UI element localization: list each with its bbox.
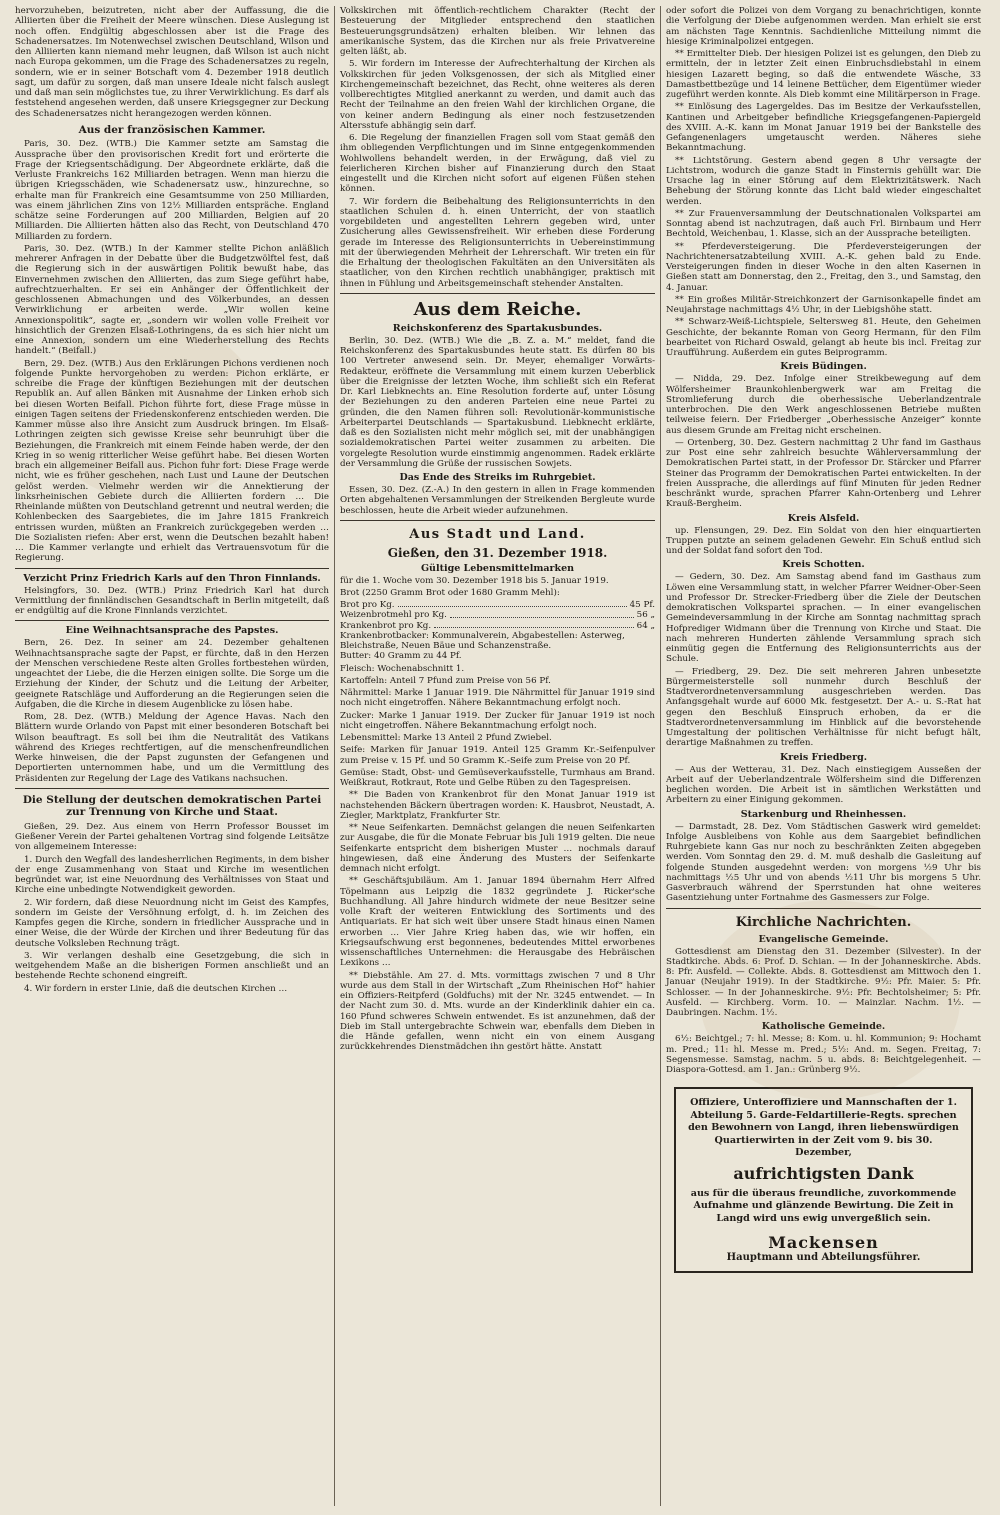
article-paragraph: Berlin, 30. Dez. (WTB.) Wie die „B. Z. a. M.“ meldet, fand die Reichskonferenz des Spartakusbundes heute statt. Es dürfen 80 bis 100 Vertreter anwesend sein. Dr. Meyer, ehemaliger Vorwärts-Redakteur, eröffnete die Versammlung mit einem kurzen Ueberblick über die Ereignisse der letzten Woche, ihm schließt sich ein Referat Dr. Karl Liebknechts an. Eine Resolution forderte auf, unter Lösung der Beziehungen zu den anderen Parteien eine neue Partei zu gründen, die den Namen führen soll: Revolutionär-kommunistische Arbeiterpartei Deutschlands — Spartakusbund. Liebknecht erklärte, daß es den Sozialisten nicht mehr möglich sei, mit der unabhängigen sozialdemokratischen Partei weiter zusammen zu arbeiten. Die vorgelegte Resolution wurde einstimmig angenommen. Radek erklärte der Versammlung die Grüße der russischen Sowjets. xyxy=(340,335,655,469)
article-paragraph: 6½: Beichtgel.; 7: hl. Messe; 8: Kom. u. hl. Kommunion; 9: Hochamt m. Pred.; 11: hl. Messe m. Pred.; 5½: And. m. Segen. Freitag, 7: Segensmesse. Samstag, nachm. 5 u. abds. 8: Beichtgelegenheit. — Diaspora-Gottesd. am 1. Jan.: Grünberg 9½. xyxy=(666,1034,981,1075)
leader-dots xyxy=(398,600,627,607)
article-paragraph: — Ortenberg, 30. Dez. Gestern nachmittag 2 Uhr fand im Gasthaus zur Post eine sehr zahlreich besuchte Wählerversammlung der Demokratischen Partei statt, in der Professor Dr. Stärcker und Pfarrer Steiner das Programm der Demokratischen Partei entwickelten. In der freien Aussprache, die allerdings auf fünf Minuten für jeden Redner beschränkt wurde, sprachen Pfarrer Kahn-Ortenberg und Lehrer Krauß-Bergheim. xyxy=(666,437,981,510)
leader-dots xyxy=(450,610,634,617)
divider xyxy=(15,568,329,569)
headline-french-chamber: Aus der französischen Kammer. xyxy=(78,123,266,136)
ad-signature-title: Hauptmann und Abteilungsführer. xyxy=(726,1252,921,1264)
article-paragraph: ** Lichtstörung. Gestern abend gegen 8 Uhr versagte der Lichtstrom, wodurch die ganze Stadt in Finsternis gehüllt war. Die Ursache lag in einer Störung auf dem Elektrizitätswerk. Nach Behebung der Störung konnte das Licht bald wieder eingeschaltet werden. xyxy=(666,155,981,207)
headline-democratic-party: Die Stellung der deutschen demokratischen Partei zur Trennung von Kirche und Staat. xyxy=(22,793,322,819)
price-row xyxy=(340,621,655,631)
ration-item: Kartoffeln: Anteil 7 Pfund zum Preise von 56 Pf. xyxy=(340,675,551,686)
section-title-reich: Aus dem Reiche. xyxy=(413,298,582,320)
article-continuation: hervorzuheben, beizutreten, nicht aber der Auffassung, die die Alliierten über die Freiheit der Meere wünschen. Diese Auslegung ist noch offen. Endgültig abgeschlossen aber ist die Frage des Schadenersatzes. Im Notenwechsel zwischen Deutschland, Wilson und den Alliierten kann niemand mehr leugnen, daß Wilson ist auch nicht nach Europa gekommen, um die Frage des Schadenersatzes zu regeln, sondern, wie er in seiner Botschaft vom 4. Dezember 1918 deutlich sagt, um dafür zu sorgen, daß man unsere Ideale nicht falsch auslegt und daß man sein möglichstes tue, zu ihrer Verwirklichung. Es darf als feststehend angesehen werden, daß unsere Kriegsgegner zur Deckung des Schadenersatzes nicht herangezogen werden können. xyxy=(15,6,329,119)
price-item: Weizenbrotmehl pro Kg. xyxy=(340,610,447,621)
column-1 xyxy=(10,6,335,1506)
price-value: 56 „ xyxy=(636,610,655,621)
article-paragraph: ** Die Baden von Krankenbrot für den Monat Januar 1919 ist nachstehenden Bäckern übertragen worden: K. Hausbrot, Neustadt, A. Ziegler, Marktplatz, Frankfurter Str. xyxy=(340,790,655,821)
headline-pope: Eine Weihnachtsansprache des Papstes. xyxy=(65,625,279,637)
article-paragraph: ** Schwarz-Weiß-Lichtspiele, Seltersweg 81. Heute, den Geheimen Geschichte, der bekannte Roman von Georg Hermann, für den Film bearbeitet von Richard Oswald, gelangt ab heute bis incl. Freitag zur Uraufführung. Außerdem ein gutes Beiprogramm. xyxy=(666,317,981,358)
article-continuation: Volkskirchen mit öffentlich-rechtlichem Charakter (Recht der Besteuerung der Mitglieder entsprechend den staatlichen Besteuerungsgrundsätzen) erhalten bleiben. Wir lehnen das amerikanische System, das die Kirchen nur als freie Privatvereine gelten läßt, ab. xyxy=(340,6,655,57)
article-paragraph: Bern, 26. Dez. In seiner am 24. Dezember gehaltenen Weihnachtsansprache sagte der Papst, er fürchte, daß in den Herzen der Menschen verschiedene Reste alten Grolles fortbestehen würden, ungeachtet der Liebe, die die Herzen einigen sollte. Die Sorge um die Erziehung der Kinder, der Schutz und die Leitung der Arbeiter, geeignete Ratschläge und Aufforderung an die Regierungen seien die Aufgaben, die die Kirche in diesem Augenblicke zu lösen habe. xyxy=(15,638,329,710)
column-layout xyxy=(10,6,986,1506)
price-item: Krankenbrot pro Kg. xyxy=(340,620,432,631)
article-paragraph: Paris, 30. Dez. (WTB.) Die Kammer setzte am Samstag die Aussprache über den provisorischen Kredit fort und erörterte die Frage der Kriegsentschädigung. Der Abgeordnete erklärte, daß die Verluste Frankreichs 162 Milliarden betragen. Wenn man hierzu die übrigen Kriegsschäden, wie Schadenersatz usw., hinzurechne, so erhalte man für Frankreich eine Gesamtsumme von 250 Milliarden, was einem jährlichen Zins von 12½ Milliarden entspräche. England schätze seine Forderungen auf 200 Milliarden, Belgien auf 20 Milliarden. Die Alliierten hätten also das Recht, von Deutschland 470 Milliarden zu fordern. xyxy=(15,139,329,242)
article-paragraph: — Aus der Wetterau, 31. Dez. Nach einstiegigem Ausseßen der Arbeit auf der Ueberlandzentrale Wölfersheim sind die Differenzen beglichen worden. Die Arbeit ist in sämtlichen Werkstätten und Arbeitern zu einer Einigung gekommen. xyxy=(666,764,981,806)
column-3 xyxy=(661,6,986,1506)
section-title-city: Aus Stadt und Land. xyxy=(409,526,586,542)
article-paragraph: ** Neue Seifenkarten. Demnächst gelangen die neuen Seifenkarten zur Ausgabe, die für die Monate Februar bis Juli 1919 gelten. Die neue Seifenkarte entspricht dem bisherigen Muster … nochmals darauf hingewiesen, daß eine Änderung des Musters der Seifenkarte demnach nicht erfolgt. xyxy=(340,823,655,875)
article-paragraph: 1. Durch den Wegfall des landesherrlichen Regiments, in dem bisher der enge Zusammenhang von Staat und Kirche im wesentlichen begründet war, ist eine Neuordnung des Verhältnisses von Staat und Kirche eine unbedingte Notwendigkeit geworden. xyxy=(15,854,329,896)
divider xyxy=(340,520,655,521)
leader-dots xyxy=(434,621,634,628)
ration-item: Gemüse: Stadt, Obst- und Gemüseverkaufsstelle, Turmhaus am Brand. Weißkraut, Rotkraut, Rote und Gelbe Rüben zu den Tagespreisen. xyxy=(340,767,655,789)
divider xyxy=(666,908,981,909)
dateline: Gießen, den 31. Dezember 1918. xyxy=(387,545,608,560)
price-row xyxy=(340,600,655,610)
price-value: 45 Pf. xyxy=(629,600,655,611)
price-row xyxy=(340,610,655,620)
divider xyxy=(15,788,329,789)
headline-kreis-buedingen: Kreis Büdingen. xyxy=(780,361,867,373)
ration-item: Zucker: Marke 1 Januar 1919. Der Zucker für Januar 1919 ist noch nicht eingetroffen. Nähere Bekanntmachung erfolgt noch. xyxy=(340,710,655,731)
article-paragraph: — Gedern, 30. Dez. Am Samstag abend fand im Gasthaus zum Löwen eine Versammlung statt, in welcher Pfarrer Weidner-Ober-Seen und Professor Dr. Strecker-Friedberg über die Ziele der Deutschen demokratischen Volkspartei sprachen. — In einer evangelischen Gemeindeversammlung in der Kirche am Sonntag nachmittag sprach Hofprediger Widmann über die Trennung von Kirche und Staat. Die nach mehreren Hunderten zählende Versammlung sprach sich einmütig gegen die Entfernung des Religionsunterrichts aus der Schule. xyxy=(666,572,981,665)
ration-item: Lebensmittel: Marke 13 Anteil 2 Pfund Zwiebel. xyxy=(340,733,552,744)
ration-list xyxy=(340,651,655,788)
article-paragraph: Gottesdienst am Dienstag den 31. Dezember (Silvester). In der Stadtkirche. Abds. 6: Prof. D. Schian. — In der Johanneskirche. Abds. 8: Pfr. Ausfeld. — Collekte. Abds. 8. Gottesdienst am Mittwoch den 1. Januar (Neujahr 1919). In der Stadtkirche. 9½: Pfr. Maier. 5: Pfr. Schlosser. — In der Johanneskirche. 9½: Pfr. Bechtolsheimer; 5: Pfr. Ausfeld. — Kirchberg. Vorm. 10. — Mainzlar. Nachm. 1½. — Daubringen. Nachm. 1½. xyxy=(666,946,981,1018)
headline-finland: Verzicht Prinz Friedrich Karls auf den Thron Finnlands. xyxy=(23,572,321,584)
article-paragraph: Rom, 28. Dez. (WTB.) Meldung der Agence Havas. Nach den Blättern wurde Orlando von Papst mit einer besonderen Botschaft bei Wilson beauftragt. Es soll bei ihm die Neutralität des Vatikans während des Krieges rechtfertigen, auf die menschenfreundlichen Werke hinweisen, die der Papst zugunsten der Gefangenen und Deportierten unternommen habe, und um die Vermittlung des Präsidenten zur Regelung der Lage des Vatikans nachsuchen. xyxy=(15,712,329,784)
headline-evangelical: Evangelische Gemeinde. xyxy=(758,933,889,945)
ration-item: Nährmittel: Marke 1 Januar 1919. Die Nährmittel für Januar 1919 sind noch nicht eingetroffen. Nähere Bekanntmachung erfolgt noch. xyxy=(340,688,655,709)
price-row xyxy=(340,631,655,651)
headline-kreis-schotten: Kreis Schotten. xyxy=(782,559,865,571)
article-paragraph: — Friedberg, 29. Dez. Die seit mehreren Jahren unbesetzte Bürgermeisterstelle soll nunmehr durch Beschluß der Stadtverordnetenversammlung ausgeschrieben werden. Das Anfangsgehalt wurde auf 6000 Mk. festgesetzt. Der A.- u. S.-Rat hat gegen den Beschluß Einspruch erhoben, da er die Stadtverordnetenversammlung im Hinblick auf die bevorstehende Umgestaltung der politischen Verhältnisse für nicht befugt hält, derartige Maßnahmen zu treffen. xyxy=(666,666,981,749)
article-paragraph: ** Geschäftsjubiläum. Am 1. Januar 1894 übernahm Herr Alfred Töpelmann aus Leipzig die 1832 gegründete J. Ricker'sche Buchhandlung. All Jahre hindurch widmete der neue Besitzer seine volle Kraft der weiteren Entwicklung des Sortiments und des Antiquariats. Er hat sich weit über unsere Stadt hinaus einen Namen erworben … Vier Jahre Krieg haben das, wie wir hoffen, ein Kriegsaufschwung erst begonnenes, bedeutendes Mittel erworbenes wissenschaftliches Unternehmen: die Herausgabe des Hebräischen Lexikons … xyxy=(340,876,655,969)
article-paragraph: 4. Wir fordern in erster Linie, daß die deutschen Kirchen … xyxy=(24,983,288,994)
headline-catholic: Katholische Gemeinde. xyxy=(761,1021,886,1033)
ration-item: Fleisch: Wochenabschnitt 1. xyxy=(340,663,465,674)
ration-bread: Brot (2250 Gramm Brot oder 1680 Gramm Mehl): xyxy=(340,588,560,598)
column-2 xyxy=(335,6,661,1506)
headline-spartakus: Reichskonferenz des Spartakusbundes. xyxy=(392,322,603,334)
article-paragraph: up. Flensungen, 29. Dez. Ein Soldat von den hier einquartierten Truppen putzte an seinem geladenen Gewehr. Ein Schuß entlud sich und der Soldat fand sofort den Tod. xyxy=(666,525,981,556)
divider xyxy=(340,293,655,294)
article-paragraph: 7. Wir fordern die Beibehaltung des Religionsunterrichts in den staatlichen Schulen d. h. einen Unterricht, der von staatlich vorgebildeten und angestellten Lehrern gegeben wird, unter Zusicherung alles Gewissensfreiheit. Wir erheben diese Forderung gerade im Interesse des Religionsunterrichts in Uebereinstimmung mit der überwiegenden Mehrheit der Lehrerschaft. Wir treten ein für die Erhaltung der theologischen Fakultäten an den Universitäten als staatlicher, von den Kirchen rechtlich unabhängiger, praktisch mit ihnen in Fühlung und Arbeitsgemeinschaft stehender Anstalten. xyxy=(340,196,655,289)
article-paragraph: ** Ein großes Militär-Streichkonzert der Garnisonkapelle findet am Neujahrstage nachmittags 4½ Uhr, in der Liebigshöhe statt. xyxy=(666,294,981,315)
price-item: Krankenbrotbacker: Kommunalverein, Abgabestellen: Asterweg, Bleichstraße, Neuen Bäue und Schanzenstraße. xyxy=(340,630,625,652)
article-paragraph: Bern, 29. Dez. (WTB.) Aus den Erklärungen Pichons verdienen noch folgende Punkte hervorgehoben zu werden: Pichon erklärte, er schreibe die Frage der künftigen Beziehungen mit der deutschen Republik an. Auf allen Bänken mit Ausnahme der Linken erhob sich bei diesen Worten Beifall. Pichon führte fort, diese Frage müsse in einigen Tagen seitens der Friedenskonferenz entschieden werden. Die Kammer müsse also ihre Ansicht zum Ausdruck bringen. Im Elsaß-Lothringen zeigten sich gewisse Kreise sehr beunruhigt über die Beziehungen, die Frankreich mit einem Feinde haben werde, der den Krieg in so wenig ritterlicher Weise geführt habe. Bei diesen Worten brach ein allgemeiner Beifall aus. Pichon fuhr fort: Diese Frage werde nicht, wie es früher geschehen, nach Lust und Laune der Deutschen gelöst werden. Vielmehr werden wir die Annektierung der linksrheinischen Gebiete durch die Alliierten fordern … Die Rheinlande müßten von Deutschland getrennt und neutral werden; die Kohlenbecken des Saargebietes, die im Jahre 1815 Frankreich entrissen wurden, müßten an Frankreich zurückgegeben werden … Die Sozialisten riefen: Aber erst, wenn die Deutschen bezahlt haben! … Die Kammer verlangte und erhielt das Vertrauensvotum für die Regierung. xyxy=(15,358,329,564)
article-paragraph: Gießen, 29. Dez. Aus einem von Herrn Professor Bousset im Gießener Verein der Partei gehaltenen Vortrag sind folgende Leitsätze von allgemeinem Interesse: xyxy=(15,821,329,853)
divider xyxy=(15,620,329,621)
article-paragraph: — Nidda, 29. Dez. Infolge einer Streikbewegung auf dem Wölfersheimer Braunkohlenbergwerk war am Freitag die Stromlieferung durch die oberhessische Ueberlandzentrale unterbrochen. Die den Werk angeschlossenen Betriebe mußten teilweise feiern. Der Friedberger „Oberhessische Anzeiger“ konnte aus diesem Grunde am Freitag nicht erscheinen. xyxy=(666,374,981,436)
price-list xyxy=(340,600,655,651)
price-value: 64 „ xyxy=(636,620,655,631)
article-continuation: oder sofort die Polizei von dem Vorgang zu benachrichtigen, konnte die Verfolgung der Diebe aufgenommen werden. Man erhielt sie erst am nächsten Tage Kenntnis. Sachdienliche Mitteilung nimmt die hiesige Kriminalpolizei entgegen. xyxy=(666,6,981,47)
article-paragraph: 6. Die Regelung der finanziellen Fragen soll vom Staat gemäß den ihm obliegenden Verpflichtungen und im Sinne entgegenkommenden Wohlwollens behandelt werden, in der Erwägung, daß viel zu feierlicheren Kirchen bisher auf Finanzierung durch den Staat eingestellt und die Kirchen nicht sofort auf eigenen Füßen stehen können. xyxy=(340,133,655,195)
article-paragraph: 2. Wir fordern, daß diese Neuordnung nicht im Geist des Kampfes, sondern im Geiste der Versöhnung erfolgt, d. h. im Zeichen des Kampfes gegen die Kirche, sondern in friedlicher Aussprache und in einer Weise, die der Würde der Kirchen und ihrer Bedeutung für das deutsche Volksleben Rechnung trägt. xyxy=(15,897,329,949)
article-paragraph: 3. Wir verlangen deshalb eine Gesetzgebung, die sich in weitgehendem Maße an die bisherigen Formen anschließt und an bestehende Rechte schonend eingreift. xyxy=(15,950,329,982)
article-paragraph: Essen, 30. Dez. (Z.-A.) In den gestern in allen in Frage kommenden Orten abgehaltenen Versammlungen der Streikenden Bergleute wurde beschlossen, heute die Arbeit wieder aufzunehmen. xyxy=(340,485,655,516)
headline-starkenburg: Starkenburg und Rheinhessen. xyxy=(740,808,907,820)
ad-text: Offiziere, Unteroffiziere und Mannschaften der 1. Abteilung 5. Garde-Feldartillerie-Regts. sprechen den Bewohnern von Langd, ihren liebenswürdigen Quartierwirten in der Zeit vom 9. bis 30. Dezember, xyxy=(688,1097,959,1159)
price-item: Brot pro Kg. xyxy=(340,600,395,611)
article-paragraph: ** Zur Frauenversammlung der Deutschnationalen Volkspartei am Sonntag abend ist nachzutragen, daß auch Frl. Birnbaum und Herr Bechtold, Weichenbau, 1. Klasse, sich an der Aussprache beteiligten. xyxy=(666,208,981,240)
section-title-church: Kirchliche Nachrichten. xyxy=(735,914,912,930)
article-paragraph: ** Diebstähle. Am 27. d. Mts. vormittags zwischen 7 und 8 Uhr wurde aus dem Stall in der Wirtschaft „Zum Rheinischen Hof“ hahier ein Offiziers-Reitpferd (Goldfuchs) mit der Nr. 3245 entwendet. — In der Nacht zum 30. d. Mts. wurde an der Kinderklinik dahier ein ca. 160 Pfund schweres Schwein entwendet. Es ist anzunehmen, daß der Dieb im Stall untergebrachte Schwein war, ebenfalls dem Dieben in die Hände gefallen, wenn nicht ein von einem Ausgang zurückkehrendes Dienstmädchen ihn gestört hätte. Anstatt xyxy=(340,970,655,1053)
article-paragraph: Helsingfors, 30. Dez. (WTB.) Prinz Friedrich Karl hat durch Vermittlung der finnländischen Gesandtschaft in Berlin mitgeteilt, daß er endgültig auf die Krone Finnlands verzichtet. xyxy=(15,585,329,616)
article-paragraph: Paris, 30. Dez. (WTB.) In der Kammer stellte Pichon anläßlich mehrerer Anfragen in der Debatte über die Budgetzwölftel fest, daß die Regierung sich in der auswärtigen Politik bewußt habe, das Einvernehmen zwischen den Alliierten, das zum Siege geführt habe, aufrechtzuerhalten. Er sei ein Anhänger der Öffentlichkeit der geschlossenen Abmachungen und des Völkerbundes, an dessen Verwirklichung er arbeiten werde. „Wir wollen keine Annexionspolitik“, sagte er, „sondern wir wollen volle Freiheit vor hinsichtlich der Grenzen Elsaß-Lothringens, da es sich hier nicht um eine Annexion, sondern um eine Wiederherstellung des Rechts handelt.“ (Beifall.) xyxy=(15,243,329,357)
headline-kreis-friedberg: Kreis Friedberg. xyxy=(779,751,868,763)
article-paragraph: ** Pferdeversteigerung. Die Pferdeversteigerungen der Nachrichtenersatzabteilung XVIII. A.-K. gehen bald zu Ende. Versteigerungen finden in dieser Woche in den alten Kasernen in Gießen statt am Donnerstag, den 2., Freitag, den 3., und Samstag, den 4. Januar. xyxy=(666,241,981,293)
ad-text: aus für die überaus freundliche, zuvorkommende Aufnahme und glänzende Bewirtung. Die Zeit in Langd wird uns ewig unvergeßlich sein. xyxy=(690,1187,957,1224)
ration-item: Seife: Marken für Januar 1919. Anteil 125 Gramm Kr.-Seifenpulver zum Preise v. 15 Pf. und 50 Gramm K.-Seife zum Preise von 20 Pf. xyxy=(340,745,655,766)
ad-signature: Mackensen xyxy=(768,1233,879,1253)
headline-ration-cards: Gültige Lebensmittelmarken xyxy=(420,562,575,574)
article-paragraph: 5. Wir fordern im Interesse der Aufrechterhaltung der Kirchen als Volkskirchen für jeden Volksgenossen, der sich als Mitglied einer Kirchengemeinschaft bezeichnet, das Recht, ohne weiteres als deren vollberechtigtes Mitglied anerkannt zu werden, und damit auch das Recht der Teilnahme an den freien Wahl der kirchlichen Organe, die von keiner andern Bedingung als einer noch festzusetzenden Altersstufe abhängig sein darf. xyxy=(340,59,655,131)
article-paragraph: — Darmstadt, 28. Dez. Vom Städtischen Gaswerk wird gemeldet: Infolge Ausbleibens von Kohle aus dem Saargebiet befindlichen Ruhrgebiete kann Gas nur noch zu beschränkten Zeiten abgegeben werden. Vom Sonntag den 29. d. M. muß deshalb die Gasleitung auf folgende Stunden ausgedehnt werden: von morgens ½9 Uhr bis nachmittags ½5 Uhr und von abends ½11 Uhr bis morgens 5 Uhr. Gasverbrauch während der Sperrstunden hat ohne weiteres Gasentziehung unter Fortnahme des Gasmessers zur Folge. xyxy=(666,821,981,904)
ration-intro: für die 1. Woche vom 30. Dezember 1918 bis 5. Januar 1919. xyxy=(340,575,609,586)
ration-item: Butter: 40 Gramm zu 44 Pf. xyxy=(340,651,462,662)
headline-kreis-alsfeld: Kreis Alsfeld. xyxy=(787,512,860,524)
ad-headline: aufrichtigsten Dank xyxy=(733,1163,914,1183)
article-paragraph: ** Einlösung des Lagergeldes. Das im Besitze der Verkaufsstellen, Kantinen und Arbeitgeber befindliche Kriegsgefangenen-Papiergeld des XVIII. A.-K. kann im Monat Januar 1919 bei der Bankstelle des Gefangenenlagers umgetauscht werden. Näheres siehe Bekanntmachung. xyxy=(666,102,981,154)
article-paragraph: ** Ermittelter Dieb. Der hiesigen Polizei ist es gelungen, den Dieb zu ermitteln, der in letzter Zeit einen Einbruchsdiebstahl in einem hiesigen Lazarett beging, so daß die entwendete Wäsche, 33 Damastbettbezüge und 14 leinene Bettücher, dem Eigentümer wieder zugeführt werden konnte. Als Dieb kommt eine Militärperson in Frage. xyxy=(666,49,981,100)
thank-you-advertisement xyxy=(674,1087,973,1273)
headline-strike-end: Das Ende des Streiks im Ruhrgebiet. xyxy=(399,472,596,483)
